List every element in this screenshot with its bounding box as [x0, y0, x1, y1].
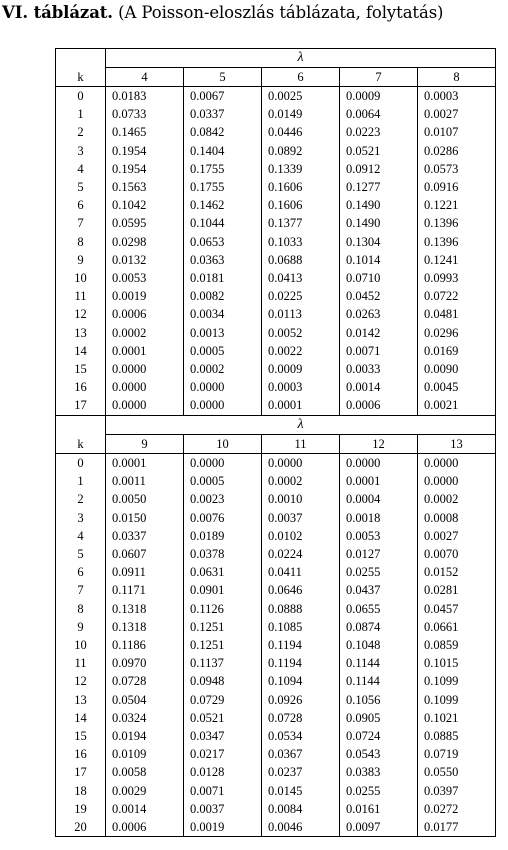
lambda-value-header: 11: [262, 435, 340, 454]
probability-cell: 0.0901: [184, 581, 262, 599]
k-value: 14: [56, 709, 106, 727]
table-row: [56, 636, 496, 654]
probability-cell: 0.0177: [418, 818, 496, 837]
probability-cell: 0.0298: [106, 233, 184, 251]
k-value: 13: [56, 691, 106, 709]
probability-cell: 0.0127: [340, 545, 418, 563]
probability-cell: 0.1144: [340, 654, 418, 672]
probability-cell: 0.0008: [418, 509, 496, 527]
table-row: [56, 87, 496, 106]
k-value: 0: [56, 87, 106, 106]
k-value: 6: [56, 563, 106, 581]
probability-cell: 0.1606: [262, 196, 340, 214]
table-row: [56, 672, 496, 690]
probability-cell: 0.0001: [106, 454, 184, 473]
probability-cell: 0.0189: [184, 527, 262, 545]
k-value: 7: [56, 214, 106, 232]
table-row: [56, 745, 496, 763]
probability-cell: 0.0888: [262, 600, 340, 618]
probability-cell: 0.0437: [340, 581, 418, 599]
probability-cell: 0.1606: [262, 178, 340, 196]
probability-cell: 0.0912: [340, 160, 418, 178]
probability-cell: 0.0000: [184, 454, 262, 473]
probability-cell: 0.0149: [262, 105, 340, 123]
probability-cell: 0.0631: [184, 563, 262, 581]
probability-cell: 0.0029: [106, 782, 184, 800]
k-value: 12: [56, 305, 106, 323]
probability-cell: 0.0911: [106, 563, 184, 581]
table-row: [56, 324, 496, 342]
column-header-row: [56, 68, 496, 87]
probability-cell: 0.0002: [262, 472, 340, 490]
table-row: [56, 251, 496, 269]
probability-cell: 0.0993: [418, 269, 496, 287]
probability-cell: 0.0534: [262, 727, 340, 745]
probability-cell: 0.0067: [184, 87, 262, 106]
table-row: [56, 763, 496, 781]
probability-cell: 0.0002: [106, 324, 184, 342]
probability-cell: 0.1954: [106, 160, 184, 178]
corner-cell: [56, 416, 106, 435]
probability-cell: 0.0223: [340, 123, 418, 141]
table-row: [56, 160, 496, 178]
probability-cell: 0.0009: [340, 87, 418, 106]
probability-cell: 0.1396: [418, 233, 496, 251]
probability-cell: 0.0281: [418, 581, 496, 599]
probability-cell: 0.0128: [184, 763, 262, 781]
probability-cell: 0.0045: [418, 378, 496, 396]
table-row: [56, 105, 496, 123]
probability-cell: 0.0053: [340, 527, 418, 545]
k-value: 2: [56, 123, 106, 141]
probability-cell: 0.0034: [184, 305, 262, 323]
probability-cell: 0.0071: [184, 782, 262, 800]
probability-cell: 0.1171: [106, 581, 184, 599]
probability-cell: 0.1137: [184, 654, 262, 672]
probability-cell: 0.1465: [106, 123, 184, 141]
probability-cell: 0.0728: [106, 672, 184, 690]
probability-cell: 0.0025: [262, 87, 340, 106]
k-value: 9: [56, 618, 106, 636]
probability-cell: 0.1033: [262, 233, 340, 251]
lambda-value-header: 12: [340, 435, 418, 454]
probability-cell: 0.0411: [262, 563, 340, 581]
probability-cell: 0.1304: [340, 233, 418, 251]
probability-cell: 0.0132: [106, 251, 184, 269]
k-value: 9: [56, 251, 106, 269]
probability-cell: 0.0058: [106, 763, 184, 781]
probability-cell: 0.0217: [184, 745, 262, 763]
lambda-value-header: 8: [418, 68, 496, 87]
probability-cell: 0.0000: [418, 472, 496, 490]
probability-cell: 0.0225: [262, 287, 340, 305]
table-row: [56, 214, 496, 232]
k-value: 3: [56, 142, 106, 160]
table-row: [56, 509, 496, 527]
probability-cell: 0.0000: [106, 396, 184, 415]
probability-cell: 0.1056: [340, 691, 418, 709]
table-row: [56, 581, 496, 599]
probability-cell: 0.1044: [184, 214, 262, 232]
probability-cell: 0.0729: [184, 691, 262, 709]
page-title: [2, 3, 443, 22]
lambda-header-row: [56, 49, 496, 68]
probability-cell: 0.0006: [340, 396, 418, 415]
probability-cell: 0.0446: [262, 123, 340, 141]
probability-cell: 0.1396: [418, 214, 496, 232]
column-header-row: [56, 435, 496, 454]
k-value: 15: [56, 360, 106, 378]
probability-cell: 0.1042: [106, 196, 184, 214]
probability-cell: 0.1404: [184, 142, 262, 160]
probability-cell: 0.0000: [340, 454, 418, 473]
probability-cell: 0.0842: [184, 123, 262, 141]
table-row: [56, 782, 496, 800]
probability-cell: 0.1251: [184, 636, 262, 654]
table-row: [56, 563, 496, 581]
probability-cell: 0.0019: [184, 818, 262, 837]
probability-cell: 0.0000: [262, 454, 340, 473]
lambda-value-header: 7: [340, 68, 418, 87]
k-value: 20: [56, 818, 106, 837]
probability-cell: 0.0970: [106, 654, 184, 672]
probability-cell: 0.0004: [340, 490, 418, 508]
probability-cell: 0.0014: [106, 800, 184, 818]
probability-cell: 0.0003: [418, 87, 496, 106]
probability-cell: 0.1241: [418, 251, 496, 269]
probability-cell: 0.1755: [184, 178, 262, 196]
lambda-value-header: 10: [184, 435, 262, 454]
probability-cell: 0.0011: [106, 472, 184, 490]
probability-cell: 0.0194: [106, 727, 184, 745]
probability-cell: 0.0022: [262, 342, 340, 360]
probability-cell: 0.0000: [418, 454, 496, 473]
table-row: [56, 691, 496, 709]
k-value: 1: [56, 105, 106, 123]
k-value: 12: [56, 672, 106, 690]
probability-cell: 0.1194: [262, 654, 340, 672]
poisson-table-lambda-4-8: [55, 48, 496, 416]
probability-cell: 0.0019: [106, 287, 184, 305]
probability-cell: 0.0367: [262, 745, 340, 763]
probability-cell: 0.0033: [340, 360, 418, 378]
probability-cell: 0.0337: [184, 105, 262, 123]
probability-cell: 0.0109: [106, 745, 184, 763]
probability-cell: 0.0076: [184, 509, 262, 527]
probability-cell: 0.0719: [418, 745, 496, 763]
table-row: [56, 654, 496, 672]
probability-cell: 0.0255: [340, 563, 418, 581]
table-row: [56, 142, 496, 160]
k-value: 10: [56, 269, 106, 287]
probability-cell: 0.0550: [418, 763, 496, 781]
probability-cell: 0.0021: [418, 396, 496, 415]
table-row: [56, 600, 496, 618]
table-row: [56, 800, 496, 818]
probability-cell: 0.1099: [418, 672, 496, 690]
probability-cell: 0.0090: [418, 360, 496, 378]
k-value: 14: [56, 342, 106, 360]
table-row: [56, 178, 496, 196]
probability-cell: 0.0653: [184, 233, 262, 251]
probability-cell: 0.0027: [418, 105, 496, 123]
k-value: 5: [56, 545, 106, 563]
probability-cell: 0.0097: [340, 818, 418, 837]
corner-cell: [56, 49, 106, 68]
probability-cell: 0.0655: [340, 600, 418, 618]
probability-cell: 0.0027: [418, 527, 496, 545]
probability-cell: 0.1126: [184, 600, 262, 618]
k-value: 17: [56, 763, 106, 781]
lambda-value-header: 9: [106, 435, 184, 454]
probability-cell: 0.0001: [106, 342, 184, 360]
probability-cell: 0.1563: [106, 178, 184, 196]
probability-cell: 0.1194: [262, 636, 340, 654]
table-row: [56, 305, 496, 323]
probability-cell: 0.0413: [262, 269, 340, 287]
probability-cell: 0.1085: [262, 618, 340, 636]
k-value: 15: [56, 727, 106, 745]
probability-cell: 0.1277: [340, 178, 418, 196]
table-row: [56, 287, 496, 305]
probability-cell: 0.0001: [340, 472, 418, 490]
probability-cell: 0.0053: [106, 269, 184, 287]
k-value: 4: [56, 160, 106, 178]
probability-cell: 0.0000: [106, 360, 184, 378]
probability-cell: 0.0224: [262, 545, 340, 563]
probability-cell: 0.0722: [418, 287, 496, 305]
table-row: [56, 196, 496, 214]
probability-cell: 0.1377: [262, 214, 340, 232]
k-value: 13: [56, 324, 106, 342]
probability-cell: 0.0014: [340, 378, 418, 396]
probability-cell: 0.0084: [262, 800, 340, 818]
probability-cell: 0.0145: [262, 782, 340, 800]
table-row: [56, 233, 496, 251]
table-row: [56, 818, 496, 837]
k-value: 16: [56, 745, 106, 763]
lambda-value-header: 6: [262, 68, 340, 87]
probability-cell: 0.0005: [184, 472, 262, 490]
probability-cell: 0.0000: [106, 378, 184, 396]
probability-cell: 0.0595: [106, 214, 184, 232]
probability-cell: 0.0728: [262, 709, 340, 727]
probability-cell: 0.0457: [418, 600, 496, 618]
probability-cell: 0.0010: [262, 490, 340, 508]
lambda-symbol: λ: [106, 49, 496, 68]
table-row: [56, 454, 496, 473]
probability-cell: 0.0661: [418, 618, 496, 636]
probability-cell: 0.1021: [418, 709, 496, 727]
probability-cell: 0.0521: [184, 709, 262, 727]
probability-cell: 0.0724: [340, 727, 418, 745]
probability-cell: 0.1490: [340, 214, 418, 232]
lambda-value-header: 13: [418, 435, 496, 454]
probability-cell: 0.0573: [418, 160, 496, 178]
table-row: [56, 269, 496, 287]
probability-cell: 0.0874: [340, 618, 418, 636]
probability-cell: 0.1221: [418, 196, 496, 214]
table-row: [56, 618, 496, 636]
probability-cell: 0.1318: [106, 618, 184, 636]
probability-cell: 0.1144: [340, 672, 418, 690]
lambda-header-row: [56, 416, 496, 435]
table-row: [56, 123, 496, 141]
probability-cell: 0.0002: [418, 490, 496, 508]
probability-cell: 0.0071: [340, 342, 418, 360]
probability-cell: 0.0397: [418, 782, 496, 800]
probability-cell: 0.1186: [106, 636, 184, 654]
probability-cell: 0.0481: [418, 305, 496, 323]
probability-cell: 0.0337: [106, 527, 184, 545]
table-row: [56, 545, 496, 563]
probability-cell: 0.0169: [418, 342, 496, 360]
probability-cell: 0.0646: [262, 581, 340, 599]
probability-cell: 0.0892: [262, 142, 340, 160]
probability-cell: 0.1339: [262, 160, 340, 178]
probability-cell: 0.0082: [184, 287, 262, 305]
probability-cell: 0.0006: [106, 305, 184, 323]
table-row: [56, 360, 496, 378]
poisson-table-lambda-9-13: [55, 415, 496, 837]
probability-cell: 0.1099: [418, 691, 496, 709]
probability-cell: 0.0018: [340, 509, 418, 527]
probability-cell: 0.0037: [184, 800, 262, 818]
k-value: 1: [56, 472, 106, 490]
table-row: [56, 472, 496, 490]
k-value: 19: [56, 800, 106, 818]
probability-cell: 0.0000: [184, 396, 262, 415]
probability-cell: 0.1048: [340, 636, 418, 654]
probability-cell: 0.0001: [262, 396, 340, 415]
probability-cell: 0.0296: [418, 324, 496, 342]
probability-cell: 0.0005: [184, 342, 262, 360]
k-header: k: [56, 68, 106, 87]
k-value: 8: [56, 600, 106, 618]
probability-cell: 0.0107: [418, 123, 496, 141]
k-value: 11: [56, 654, 106, 672]
probability-cell: 0.0607: [106, 545, 184, 563]
k-value: 17: [56, 396, 106, 415]
probability-cell: 0.0102: [262, 527, 340, 545]
probability-cell: 0.0037: [262, 509, 340, 527]
probability-cell: 0.0237: [262, 763, 340, 781]
probability-cell: 0.0286: [418, 142, 496, 160]
probability-cell: 0.1755: [184, 160, 262, 178]
k-header: k: [56, 435, 106, 454]
probability-cell: 0.0181: [184, 269, 262, 287]
probability-cell: 0.0002: [184, 360, 262, 378]
table-row: [56, 490, 496, 508]
k-value: 16: [56, 378, 106, 396]
k-value: 18: [56, 782, 106, 800]
probability-cell: 0.0000: [184, 378, 262, 396]
k-value: 11: [56, 287, 106, 305]
table-row: [56, 378, 496, 396]
probability-cell: 0.0272: [418, 800, 496, 818]
k-value: 6: [56, 196, 106, 214]
probability-cell: 0.0347: [184, 727, 262, 745]
probability-cell: 0.1251: [184, 618, 262, 636]
probability-cell: 0.1014: [340, 251, 418, 269]
probability-cell: 0.0046: [262, 818, 340, 837]
probability-cell: 0.0452: [340, 287, 418, 305]
probability-cell: 0.0152: [418, 563, 496, 581]
k-value: 7: [56, 581, 106, 599]
probability-cell: 0.0543: [340, 745, 418, 763]
k-value: 8: [56, 233, 106, 251]
probability-cell: 0.0859: [418, 636, 496, 654]
table-row: [56, 342, 496, 360]
table-row: [56, 396, 496, 415]
probability-cell: 0.0521: [340, 142, 418, 160]
probability-cell: 0.0009: [262, 360, 340, 378]
probability-cell: 0.0383: [340, 763, 418, 781]
k-value: 5: [56, 178, 106, 196]
probability-cell: 0.0378: [184, 545, 262, 563]
probability-cell: 0.0916: [418, 178, 496, 196]
probability-cell: 0.0324: [106, 709, 184, 727]
probability-cell: 0.0161: [340, 800, 418, 818]
probability-cell: 0.0733: [106, 105, 184, 123]
probability-cell: 0.1318: [106, 600, 184, 618]
probability-cell: 0.0926: [262, 691, 340, 709]
table-row: [56, 727, 496, 745]
table-row: [56, 527, 496, 545]
probability-cell: 0.0013: [184, 324, 262, 342]
lambda-value-header: 5: [184, 68, 262, 87]
k-value: 3: [56, 509, 106, 527]
probability-cell: 0.0064: [340, 105, 418, 123]
probability-cell: 0.0183: [106, 87, 184, 106]
lambda-symbol: λ: [106, 416, 496, 435]
probability-cell: 0.0003: [262, 378, 340, 396]
table-number: VI. táblázat.: [2, 3, 113, 22]
probability-cell: 0.1462: [184, 196, 262, 214]
lambda-value-header: 4: [106, 68, 184, 87]
probability-cell: 0.0710: [340, 269, 418, 287]
probability-cell: 0.0905: [340, 709, 418, 727]
probability-cell: 0.1954: [106, 142, 184, 160]
probability-cell: 0.1490: [340, 196, 418, 214]
probability-cell: 0.1094: [262, 672, 340, 690]
probability-cell: 0.0948: [184, 672, 262, 690]
probability-cell: 0.0142: [340, 324, 418, 342]
probability-cell: 0.0885: [418, 727, 496, 745]
probability-cell: 0.0052: [262, 324, 340, 342]
probability-cell: 0.0023: [184, 490, 262, 508]
k-value: 4: [56, 527, 106, 545]
table-row: [56, 709, 496, 727]
probability-cell: 0.1015: [418, 654, 496, 672]
probability-cell: 0.0504: [106, 691, 184, 709]
probability-cell: 0.0688: [262, 251, 340, 269]
k-value: 0: [56, 454, 106, 473]
probability-cell: 0.0255: [340, 782, 418, 800]
table-caption: (A Poisson-eloszlás táblázata, folytatás): [118, 3, 444, 22]
k-value: 2: [56, 490, 106, 508]
probability-cell: 0.0150: [106, 509, 184, 527]
probability-cell: 0.0363: [184, 251, 262, 269]
probability-cell: 0.0006: [106, 818, 184, 837]
probability-cell: 0.0070: [418, 545, 496, 563]
probability-cell: 0.0113: [262, 305, 340, 323]
probability-cell: 0.0050: [106, 490, 184, 508]
k-value: 10: [56, 636, 106, 654]
probability-cell: 0.0263: [340, 305, 418, 323]
